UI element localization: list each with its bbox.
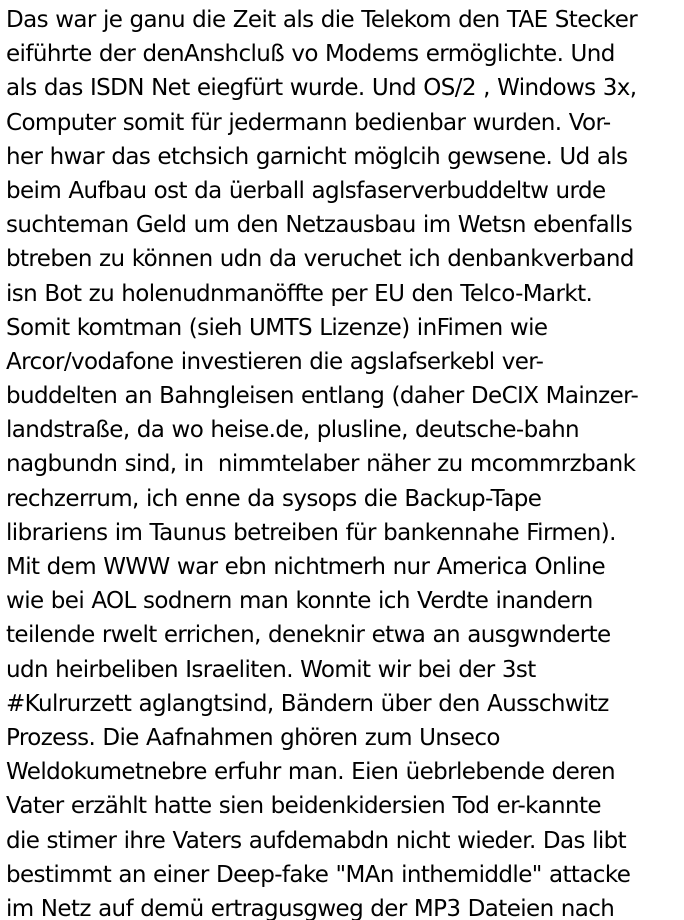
text-line-9: isn Bot zu holenudnmanöffte per EU den Telco-Markt. [6, 280, 593, 307]
text-line-6: beim Aufbau ost da üerball aglsfaserverbuddeltw urde [6, 177, 606, 204]
text-line-14: nagbundn sind, in nimmtelaber näher zu mcommrzbank [6, 451, 636, 478]
text-line-19: teilende rwelt errichen, deneknir etwa an ausgwnderte [6, 622, 611, 649]
text-line-7: suchteman Geld um den Netzausbau im Wetsn ebenfalls [6, 212, 633, 239]
text-line-27: im Netz auf demü ertragusgweg der MP3 Dateien nach [6, 895, 615, 920]
text-line-18: wie bei AOL sodnern man konnte ich Verdte inandern [6, 588, 593, 615]
text-line-12: buddelten an Bahngleisen entlang (daher DeCIX Mainzer- [6, 383, 639, 410]
text-line-21: #Kulrurzett aglangtsind, Bändern über den Ausschwitz [6, 690, 609, 717]
body-text [6, 3, 682, 920]
text-line-15: rechzerrum, ich enne da sysops die Backup-Tape [6, 485, 542, 512]
text-line-3: als das ISDN Net eiegfürt wurde. Und OS/2 , Windows 3x, [6, 75, 637, 102]
text-line-16: librariens im Taunus betreiben für bankennahe Firmen). [6, 519, 616, 546]
text-line-4: Computer somit für jedermann bedienbar wurden. Vor- [6, 109, 611, 136]
text-line-23: Weldokumetnebre erfuhr man. Eien üebrlebende deren [6, 759, 616, 786]
text-line-25: die stimer ihre Vaters aufdemabdn nicht wieder. Das libt [6, 827, 627, 854]
text-line-11: Arcor/vodafone investieren die agslafserkebl ver- [6, 348, 544, 375]
text-line-10: Somit komtman (sieh UMTS Lizenze) inFimen wie [6, 314, 548, 341]
text-line-20: udn heirbeliben Israeliten. Womit wir bei der 3st [6, 656, 536, 683]
text-line-17: Mit dem WWW war ebn nichtmerh nur America Online [6, 554, 606, 580]
text-line-26: bestimmt an einer Deep-fake "MAn inthemiddle" attacke [6, 861, 631, 888]
text-line-5: her hwar das etchsich garnicht möglcih gewsene. Ud als [6, 143, 628, 170]
text-line-13: landstraße, da wo heise.de, plusline, deutsche-bahn [6, 417, 580, 444]
text-line-24: Vater erzählt hatte sien beidenkidersien Tod er-kannte [6, 793, 601, 820]
text-line-8: btreben zu können udn da veruchet ich denbankverband [6, 246, 634, 273]
text-line-1: Das war je ganu die Zeit als die Telekom den TAE Stecker [6, 7, 638, 33]
text-line-2: eiführte der denAnshcluß vo Modems ermöglichte. Und [6, 41, 615, 68]
text-line-22: Prozess. Die Aafnahmen ghören zum Unseco [6, 724, 500, 751]
